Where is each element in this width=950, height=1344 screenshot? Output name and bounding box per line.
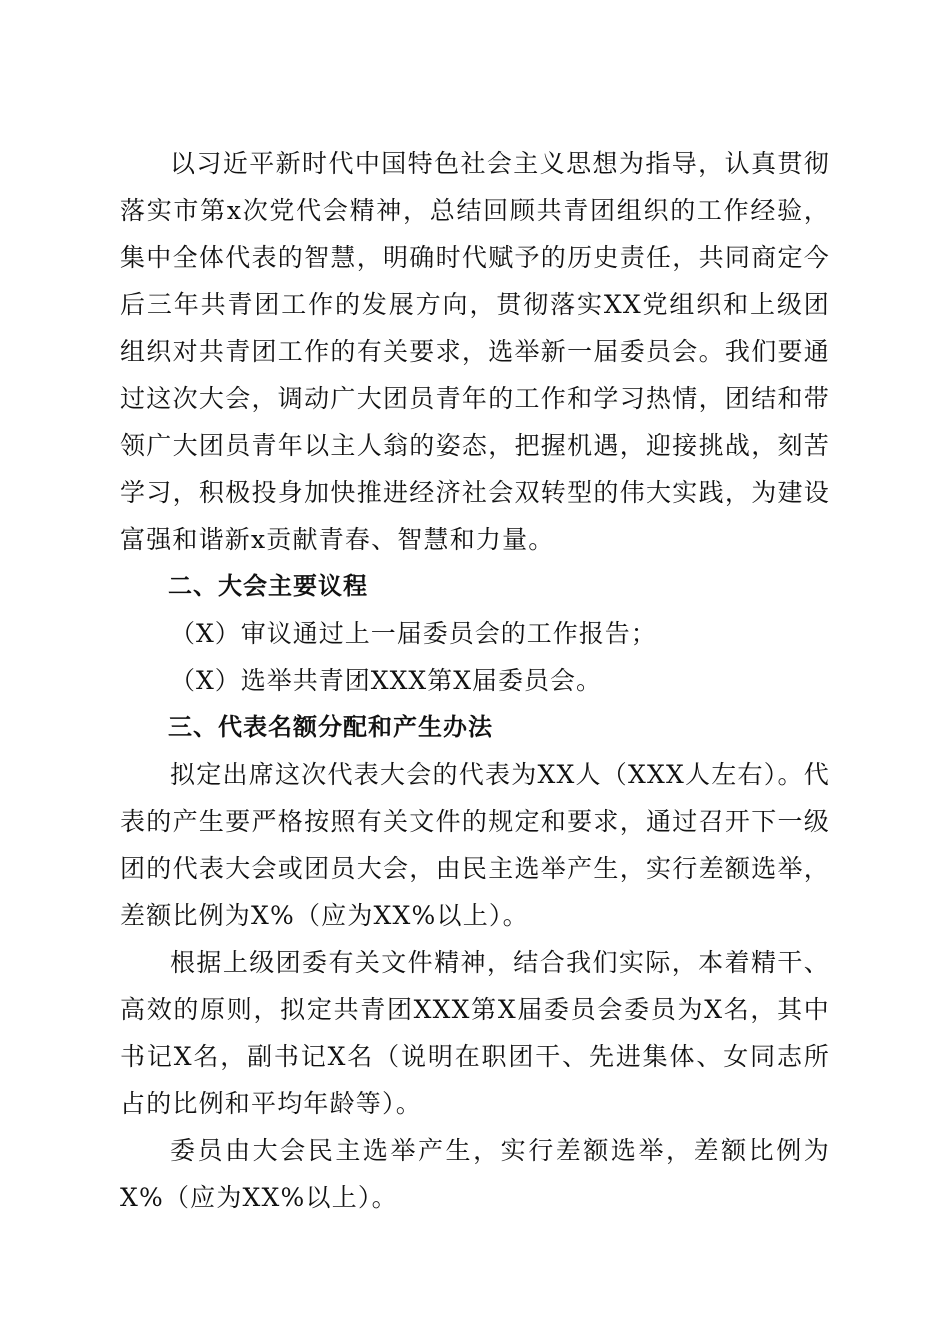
paragraph-delegate-quota: 拟定出席这次代表大会的代表为XX人（XXX人左右）。代表的产生要严格按照有关文件的规定和要求，通过召开下一级团的代表大会或团员大会，由民主选举产生，实行差额选举，差额比例为X%（应为XX%以上）。: [120, 760, 830, 930]
paragraph-committee-election: 委员由大会民主选举产生，实行差额选举，差额比例为X%（应为XX%以上）。: [120, 1136, 830, 1212]
section-heading-delegates: 三、代表名额分配和产生办法: [168, 713, 493, 741]
section-heading-agenda: 二、大会主要议程: [168, 572, 368, 600]
agenda-item-report: （X）审议通过上一届委员会的工作报告；: [170, 619, 657, 648]
paragraph-guiding-ideology: 以习近平新时代中国特色社会主义思想为指导，认真贯彻落实市第x次党代会精神，总结回顾共青团组织的工作经验，集中全体代表的智慧，明确时代赋予的历史责任，共同商定今后三年共青团工作的发展方向，贯彻落实XX党组织和上级团组织对共青团工作的有关要求，选举新一届委员会。我们要通过这次大会，调动广大团员青年的工作和学习热情，团结和带领广大团员青年以主人翁的姿态，把握机遇，迎接挑战，刻苦学习，积极投身加快推进经济社会双转型的伟大实践，为建设富强和谐新x贡献青春、智慧和力量。: [120, 149, 830, 554]
document-page: [120, 140, 830, 1221]
paragraph-committee-composition: 根据上级团委有关文件精神，结合我们实际，本着精干、高效的原则，拟定共青团XXX第X届委员会委员为X名，其中书记X名，副书记X名（说明在职团干、先进集体、女同志所占的比例和平均年龄等）。: [120, 948, 830, 1118]
agenda-item-election: （X）选举共青团XXX第X届委员会。: [170, 666, 602, 695]
